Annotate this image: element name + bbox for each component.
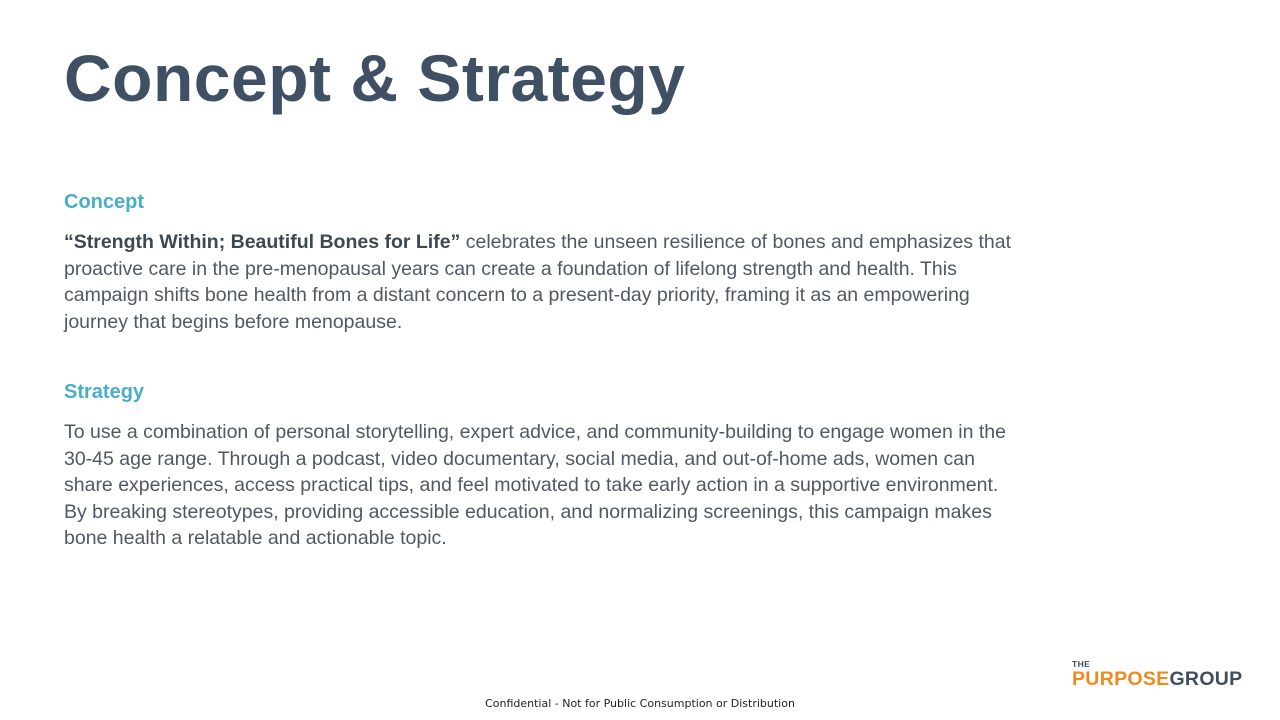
purpose-group-logo [1072,660,1247,690]
concept-text: celebrates the unseen resilience of bones and emphasizes that proactive care in the pre-menopausal years can create a foundation of lifelong strength and health. This campaign shifts bone health from a distant concern to a present-day priority, framing it as an empowering journey that begins before menopause. [64,231,1011,333]
concept-quote: “Strength Within; Beautiful Bones for Life” [64,231,461,253]
logo-the: THE [1072,659,1091,669]
strategy-body: To use a combination of personal storytelling, expert advice, and community-building to engage women in the 30-45 age range. Through a podcast, video documentary, social media, and out-of-home ads, women can share experiences, access practical tips, and feel motivated to take early action in a supportive environment. By breaking stereotypes, providing accessible education, and normalizing screenings, this campaign makes bone health a relatable and actionable topic. [64,421,1006,549]
concept-heading: Concept [64,191,144,213]
strategy-section [64,379,1014,552]
logo-purpose: PURPOSE [1072,668,1170,690]
concept-section [64,189,1014,335]
logo-group: GROUP [1169,668,1243,690]
slide-title: Concept & Strategy [64,41,686,115]
logo-wordmark [1072,668,1242,690]
concept-body [64,229,1014,335]
strategy-heading: Strategy [64,381,145,403]
confidential-footer: Confidential - Not for Public Consumption or Distribution [485,697,795,710]
